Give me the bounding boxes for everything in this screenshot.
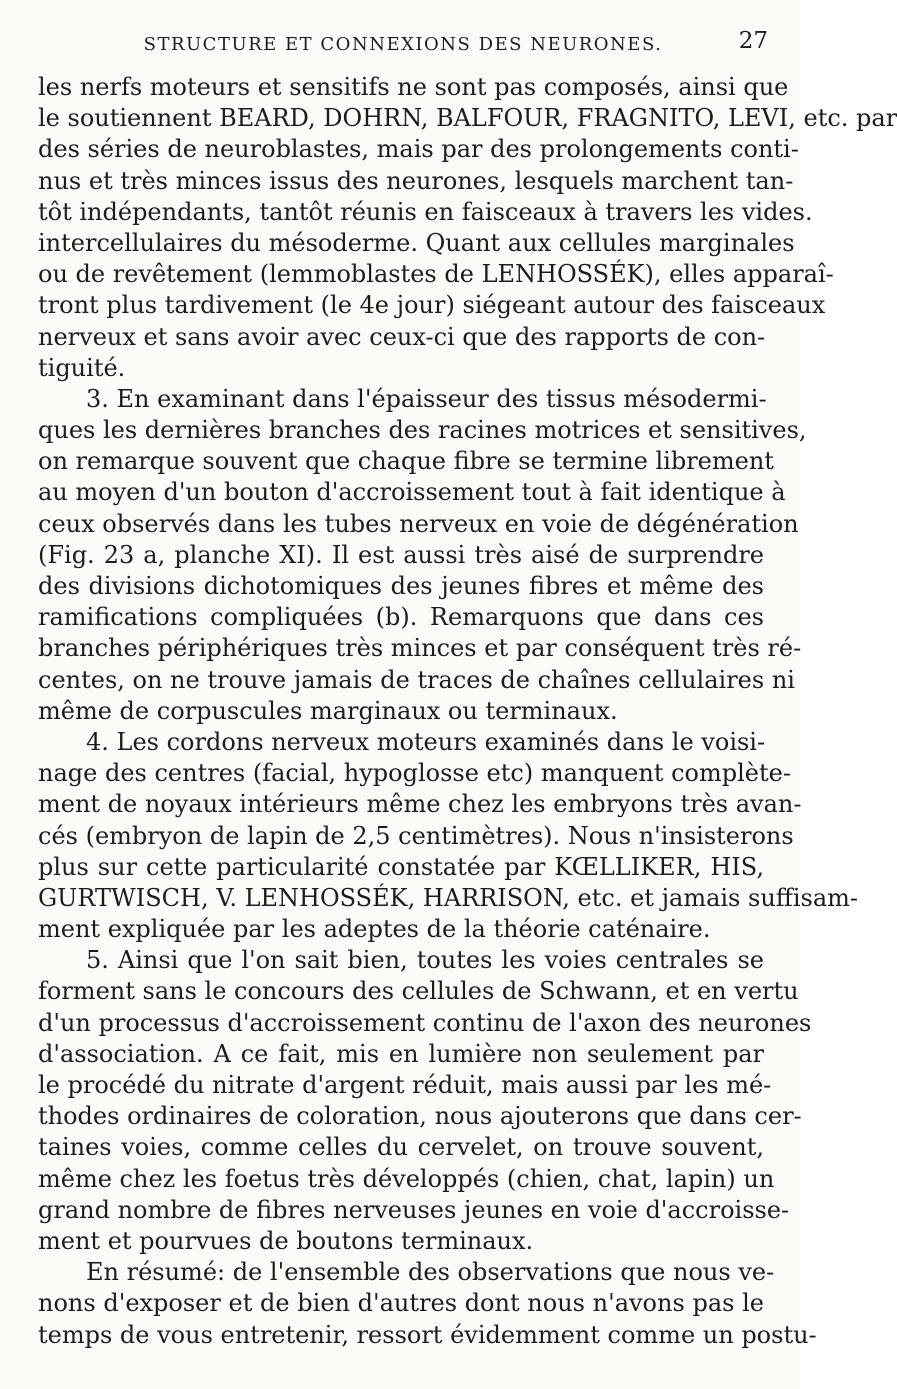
text-line: 4. Les cordons nerveux moteurs examinés dans le voisi- <box>86 727 766 756</box>
text-line: on remarque souvent que chaque fibre se termine librement <box>38 447 774 476</box>
text-line: centes, on ne trouve jamais de traces de chaînes cellulaires ni <box>38 665 795 694</box>
text-line: nons d'exposer et de bien d'autres dont nous n'avons pas le <box>38 1289 764 1318</box>
text-line: taines voies, comme celles du cervelet, on trouve souvent, <box>38 1133 764 1162</box>
text-line: même chez les foetus très développés (chien, chat, lapin) un <box>38 1164 775 1193</box>
text-line: ramifications compliquées (b). Remarquons que dans ces <box>38 603 764 632</box>
text-line: ment expliquée par les adeptes de la théorie caténaire. <box>38 915 711 944</box>
text-line: branches périphériques très minces et par conséquent très ré- <box>38 634 802 663</box>
text-line: d'association. A ce fait, mis en lumière non seulement par <box>38 1039 764 1068</box>
text-line: 5. Ainsi que l'on sait bien, toutes les voies centrales se <box>86 946 764 975</box>
text-line: cés (embryon de lapin de 2,5 centimètres). Nous n'insisterons <box>38 821 794 850</box>
text-line: des divisions dichotomiques des jeunes fibres et même des <box>38 572 764 600</box>
text-line: les nerfs moteurs et sensitifs ne sont pas composés, ainsi que <box>38 73 789 101</box>
text-line: nus et très minces issus des neurones, lesquels marchent tan- <box>38 166 794 195</box>
text-line: nerveux et sans avoir avec ceux-ci que des rapports de con- <box>38 322 766 351</box>
page-number: 27 <box>738 28 768 54</box>
text-line: le soutiennent BEARD, DOHRN, BALFOUR, FRAGNITO, LEVI, etc. par <box>38 104 897 133</box>
text-line: ques les dernières branches des racines motrices et sensitives, <box>38 416 807 445</box>
text-line: tiguité. <box>38 353 126 382</box>
text-line: ment et pourvues de boutons terminaux. <box>38 1226 534 1255</box>
text-line: temps de vous entretenir, ressort évidemment comme un postu- <box>38 1320 817 1349</box>
text-line: ou de revêtement (lemmoblastes de LENHOSSÉK), elles apparaî- <box>38 260 834 289</box>
running-title: STRUCTURE ET CONNEXIONS DES NEURONES. <box>143 34 663 55</box>
text-line: tôt indépendants, tantôt réunis en faisceaux à travers les vides. <box>38 197 813 226</box>
text-line: au moyen d'un bouton d'accroissement tout à fait identique à <box>38 478 786 507</box>
running-header <box>38 28 768 60</box>
text-line: le procédé du nitrate d'argent réduit, mais aussi par les mé- <box>38 1071 772 1099</box>
text-line: tront plus tardivement (le 4e jour) siégeant autour des faisceaux <box>38 291 826 320</box>
text-line: En résumé: de l'ensemble des observations que nous ve- <box>86 1258 775 1287</box>
text-line: forment sans le concours des cellules de Schwann, et en vertu <box>38 977 799 1006</box>
text-line: ment de noyaux intérieurs même chez les embryons très avan- <box>38 790 802 819</box>
text-line: grand nombre de fibres nerveuses jeunes en voie d'accroisse- <box>38 1195 790 1224</box>
text-line: des séries de neuroblastes, mais par des prolongements conti- <box>38 135 799 164</box>
text-line: ceux observés dans les tubes nerveux en voie de dégénération <box>38 509 799 538</box>
text-line: (Fig. 23 a, planche XI). Il est aussi très aisé de surprendre <box>38 540 764 569</box>
text-line: d'un processus d'accroissement continu de l'axon des neurones <box>38 1008 812 1037</box>
text-line: GURTWISCH, V. LENHOSSÉK, HARRISON, etc. et jamais suffisam- <box>38 883 858 912</box>
text-line: nage des centres (facial, hypoglosse etc) manquent complète- <box>38 759 791 788</box>
text-line: intercellulaires du mésoderme. Quant aux cellules marginales <box>38 228 795 257</box>
text-line: 3. En examinant dans l'épaisseur des tissus mésodermi- <box>86 384 767 413</box>
text-line: thodes ordinaires de coloration, nous ajouterons que dans cer- <box>38 1102 802 1131</box>
body-text <box>38 72 897 1351</box>
text-line: même de corpuscules marginaux ou terminaux. <box>38 696 618 725</box>
text-line: plus sur cette particularité constatée par KŒLLIKER, HIS, <box>38 852 764 881</box>
